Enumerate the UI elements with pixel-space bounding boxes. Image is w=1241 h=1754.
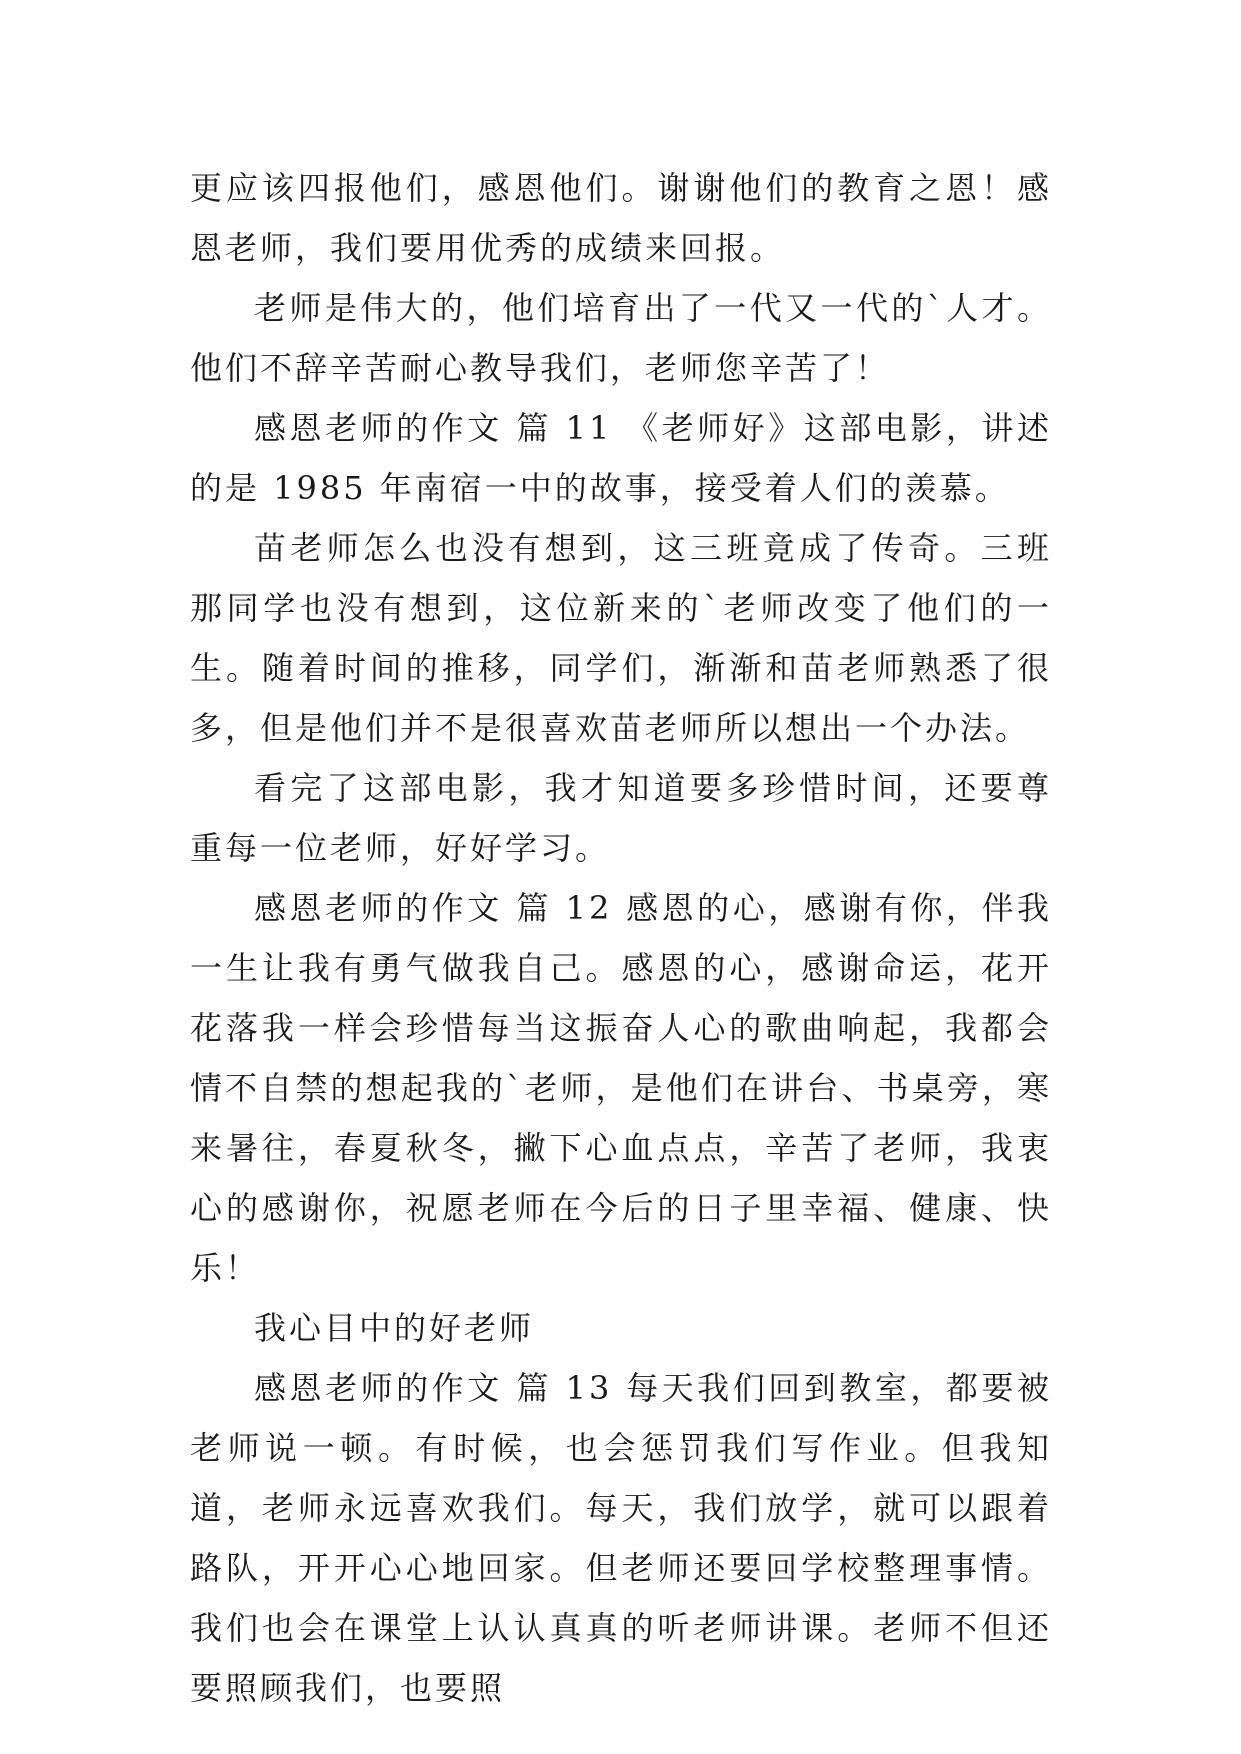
paragraph-miao-teacher: 苗老师怎么也没有想到，这三班竟成了传奇。三班那同学也没有想到，这位新来的`老师改变了他们的一生。随着时间的推移，同学们，渐渐和苗老师熟悉了很多，但是他们并不是很喜欢苗老师所以想出一个办法。 [190,529,1052,747]
paragraph-teachers-great: 老师是伟大的，他们培育出了一代又一代的`人才。他们不辞辛苦耐心教导我们，老师您辛苦了！ [190,289,1052,387]
paragraph-essay-12: 感恩老师的作文 篇 12 感恩的心，感谢有你，伴我一生让我有勇气做我自己。感恩的心，感谢命运，花开花落我一样会珍惜每当这振奋人心的歌曲响起，我都会情不自禁的想起我的`老师，是他们在讲台、书桌旁，寒来暑往，春夏秋冬，撇下心血点点，辛苦了老师，我衷心的感谢你，祝愿老师在今后的日子里幸福、健康、快乐！ [190,889,1052,1287]
paragraph-essay-11: 感恩老师的作文 篇 11 《老师好》这部电影，讲述的是 1985 年南宿一中的故事，接受着人们的羡慕。 [190,409,1052,507]
body-text [190,158,1052,1718]
paragraph-heading-good-teacher: 我心目中的好老师 [254,1309,535,1347]
paragraph-essay-13: 感恩老师的作文 篇 13 每天我们回到教室，都要被老师说一顿。有时候，也会惩罚我们写作业。但我知道，老师永远喜欢我们。每天，我们放学，就可以跟着路队，开开心心地回家。但老师还要回学校整理事情。我们也会在课堂上认认真真的听老师讲课。老师不但还要照顾我们，也要照 [190,1369,1052,1707]
paragraph-after-movie: 看完了这部电影，我才知道要多珍惜时间，还要尊重每一位老师，好好学习。 [190,769,1052,867]
paragraph-continuation: 更应该四报他们，感恩他们。谢谢他们的教育之恩！感恩老师，我们要用优秀的成绩来回报。 [190,169,1052,267]
